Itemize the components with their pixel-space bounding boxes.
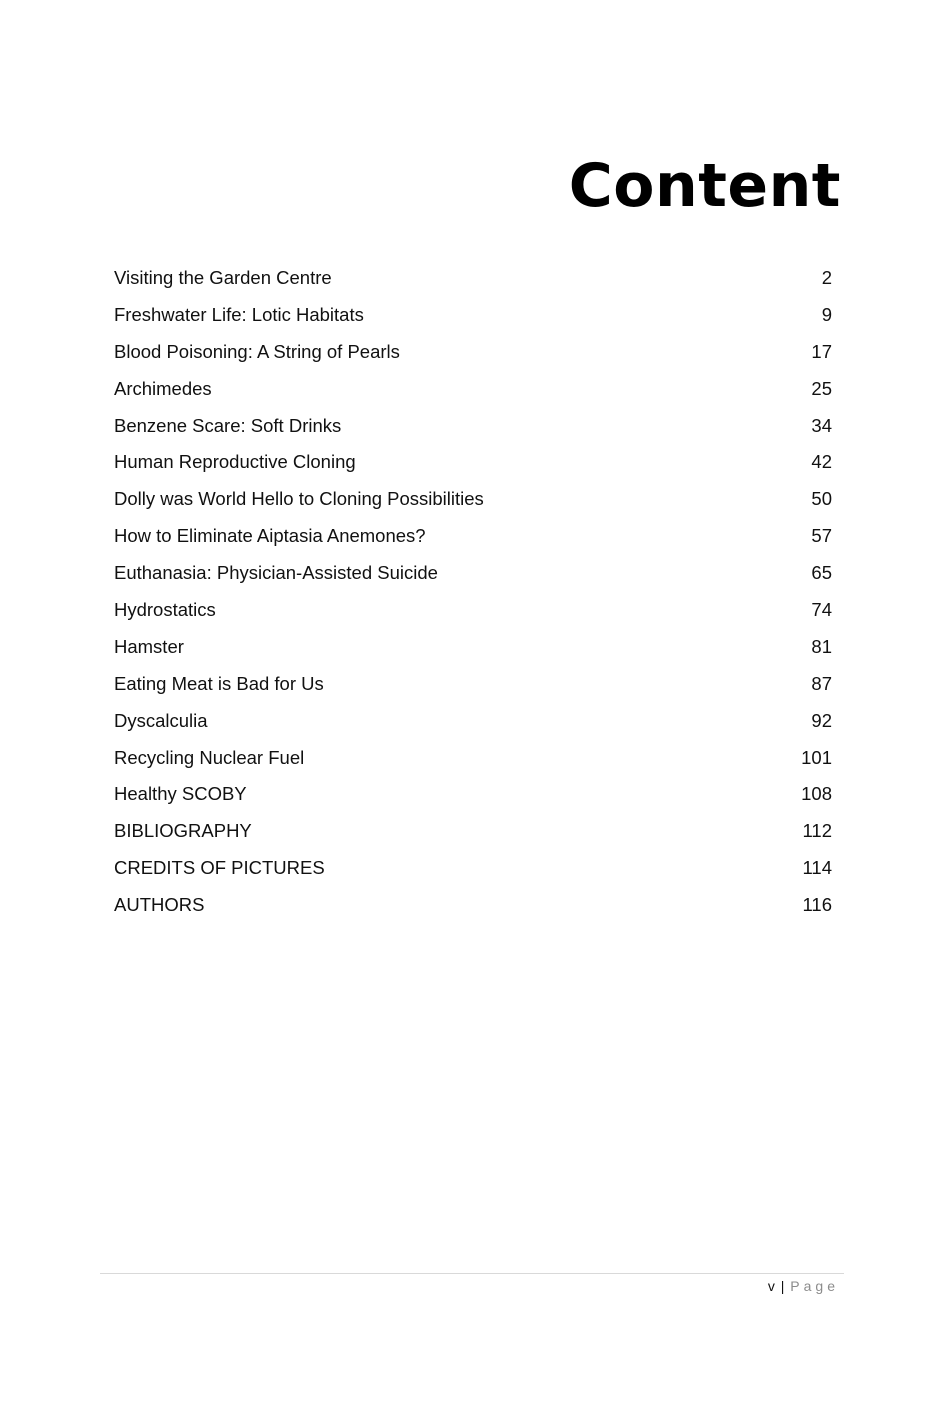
footer-separator: | (780, 1278, 785, 1294)
toc-entry[interactable] (114, 518, 832, 555)
toc-entry-title: Hamster (114, 635, 184, 657)
toc-entry[interactable] (114, 444, 832, 481)
toc-entry-page-number: 2 (821, 267, 832, 288)
toc-entry[interactable] (114, 555, 832, 592)
toc-entry-page-number: 92 (811, 709, 832, 731)
toc-entry-title: AUTHORS (114, 894, 205, 916)
toc-entry-title: Healthy SCOBY (114, 783, 247, 805)
toc-entry-title: How to Eliminate Aiptasia Anemones? (114, 525, 426, 547)
toc-entry-title: Visiting the Garden Centre (114, 267, 332, 288)
toc-entry-title: Blood Poisoning: A String of Pearls (114, 340, 400, 362)
toc-entry-title: Archimedes (114, 377, 212, 399)
toc-entry-page-number: 25 (811, 377, 832, 399)
page-footer (768, 1276, 839, 1296)
toc-entry-page-number: 114 (802, 857, 832, 879)
toc-entry-page-number: 57 (811, 525, 832, 547)
toc-entry-title: Dyscalculia (114, 709, 208, 731)
toc-entry[interactable] (114, 481, 832, 518)
table-of-contents (114, 260, 832, 924)
toc-entry-title: Eating Meat is Bad for Us (114, 672, 324, 694)
toc-entry[interactable] (114, 371, 832, 408)
toc-entry-title: Dolly was World Hello to Cloning Possibilities (114, 488, 484, 510)
toc-entry[interactable] (114, 408, 832, 445)
toc-entry-page-number: 108 (801, 783, 832, 805)
toc-entry-title: Hydrostatics (114, 599, 216, 621)
toc-entry[interactable] (114, 334, 832, 371)
toc-entry-page-number: 17 (811, 340, 832, 362)
toc-entry-page-number: 50 (811, 488, 832, 510)
toc-entry[interactable] (114, 740, 832, 777)
toc-entry[interactable] (114, 703, 832, 740)
toc-entry-page-number: 87 (811, 672, 832, 694)
toc-entry-title: BIBLIOGRAPHY (114, 820, 252, 842)
toc-entry-title: Recycling Nuclear Fuel (114, 746, 305, 768)
toc-entry-title: Freshwater Life: Lotic Habitats (114, 303, 364, 325)
toc-entry[interactable] (114, 297, 832, 334)
toc-entry-title: Euthanasia: Physician-Assisted Suicide (114, 562, 438, 584)
footer-divider (100, 1273, 844, 1274)
toc-entry[interactable] (114, 629, 832, 666)
toc-entry-title: CREDITS OF PICTURES (114, 857, 325, 879)
toc-entry-page-number: 34 (811, 414, 832, 436)
toc-entry[interactable] (114, 592, 832, 629)
toc-entry-page-number: 81 (811, 635, 832, 657)
toc-entry[interactable] (114, 813, 832, 850)
toc-entry-page-number: 74 (811, 599, 832, 621)
toc-entry-page-number: 116 (802, 894, 832, 916)
toc-entry-page-number: 9 (821, 303, 832, 325)
toc-entry-title: Human Reproductive Cloning (114, 451, 356, 473)
toc-entry-page-number: 101 (801, 746, 832, 768)
toc-entry-page-number: 42 (811, 451, 832, 473)
page-title: Content (568, 151, 841, 221)
footer-page-number: v (767, 1278, 775, 1294)
toc-entry[interactable] (114, 776, 832, 813)
toc-entry-title: Benzene Scare: Soft Drinks (114, 414, 342, 436)
toc-entry[interactable] (114, 850, 832, 887)
footer-page-label: Page (790, 1278, 839, 1294)
toc-entry[interactable] (114, 260, 832, 297)
toc-entry-page-number: 112 (802, 820, 832, 842)
toc-entry-page-number: 65 (811, 562, 832, 584)
toc-entry[interactable] (114, 666, 832, 703)
toc-entry[interactable] (114, 887, 832, 924)
